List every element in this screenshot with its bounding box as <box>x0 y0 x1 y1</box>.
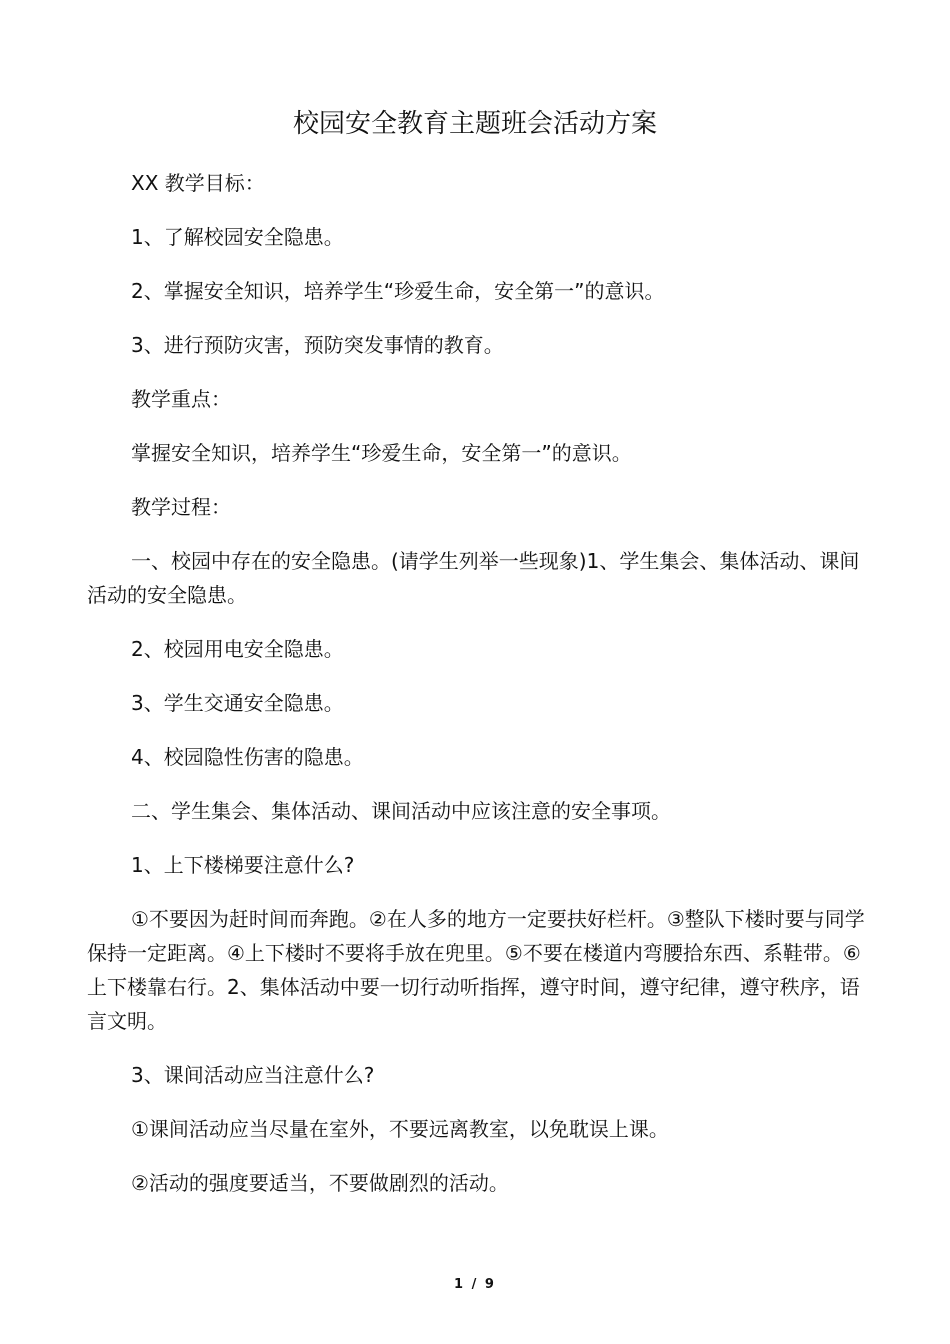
paragraph: 教学重点： <box>131 387 231 411</box>
page-number: 1 / 9 <box>454 1277 496 1292</box>
paragraph: 3、学生交通安全隐患。 <box>131 691 344 715</box>
paragraph: 4、校园隐性伤害的隐患。 <box>131 745 364 769</box>
paragraph: 二、学生集会、集体活动、课间活动中应该注意的安全事项。 <box>131 799 671 823</box>
paragraph: 1、了解校园安全隐患。 <box>131 225 344 249</box>
paragraph: 掌握安全知识，培养学生“珍爱生命，安全第一”的意识。 <box>131 441 632 465</box>
paragraph: ①不要因为赶时间而奔跑。②在人多的地方一定要扶好栏杆。③整队下楼时要与同学保持一定距离。④上下楼时不要将手放在兜里。⑤不要在楼道内弯腰拾东西、系鞋带。⑥上下楼靠右行。2、集体活动中要一切行动听指挥，遵守时间，遵守纪律，遵守秩序，语言文明。 <box>87 907 865 1033</box>
paragraph: 3、课间活动应当注意什么? <box>131 1063 375 1087</box>
paragraph: 3、进行预防灾害，预防突发事情的教育。 <box>131 333 504 357</box>
document-title: 校园安全教育主题班会活动方案 <box>292 109 657 139</box>
document-body <box>87 166 865 1220</box>
paragraph: 教学过程： <box>131 495 231 519</box>
paragraph: XX 教学目标： <box>131 171 265 195</box>
paragraph: 2、掌握安全知识，培养学生“珍爱生命，安全第一”的意识。 <box>131 279 665 303</box>
paragraph: 1、上下楼梯要注意什么? <box>131 853 355 877</box>
paragraph: ②活动的强度要适当，不要做剧烈的活动。 <box>131 1171 509 1195</box>
paragraph: 2、校园用电安全隐患。 <box>131 637 344 661</box>
paragraph: 一、校园中存在的安全隐患。(请学生列举一些现象)1、学生集会、集体活动、课间活动的安全隐患。 <box>87 549 860 607</box>
paragraph: ①课间活动应当尽量在室外，不要远离教室，以免耽误上课。 <box>131 1117 669 1141</box>
